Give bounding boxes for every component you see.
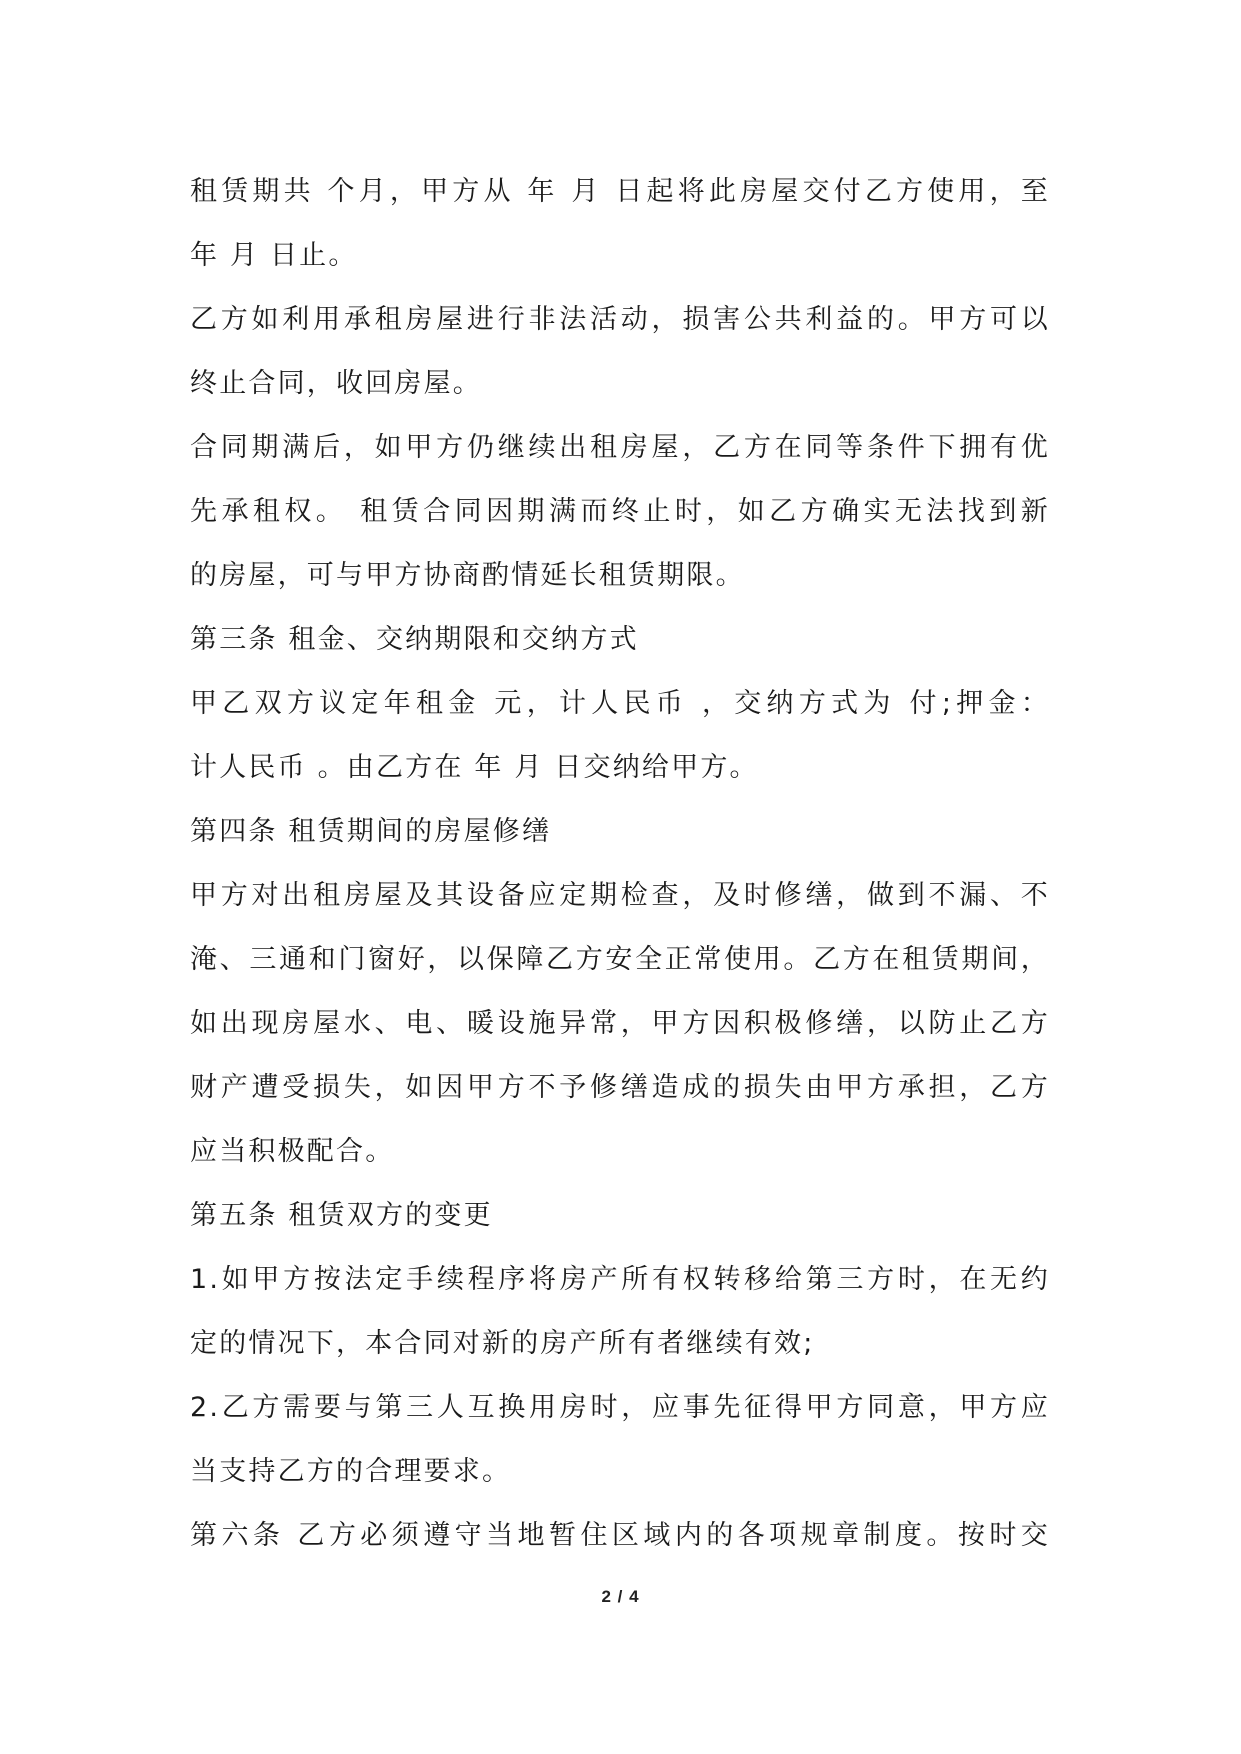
- text-line: 终止合同，收回房屋。: [190, 368, 482, 399]
- section-heading: 第三条 租金、交纳期限和交纳方式: [190, 624, 639, 655]
- text-line: 的房屋，可与甲方协商酌情延长租赁期限。: [190, 560, 745, 591]
- text-line: 定的情况下，本合同对新的房产所有者继续有效;: [190, 1328, 815, 1359]
- text-line: 计人民币 。由乙方在 年 月 日交纳给甲方。: [190, 752, 759, 783]
- section-heading: 第四条 租赁期间的房屋修缮: [190, 816, 552, 847]
- text-line: 甲方对出租房屋及其设备应定期检查，及时修缮，做到不漏、不: [190, 880, 1050, 911]
- text-line: 1.如甲方按法定手续程序将房产所有权转移给第三方时，在无约: [190, 1264, 1050, 1295]
- text-line: 淹、三通和门窗好，以保障乙方安全正常使用。乙方在租赁期间，: [190, 944, 1050, 975]
- text-line: 2.乙方需要与第三人互换用房时，应事先征得甲方同意，甲方应: [190, 1392, 1050, 1423]
- section-heading: 第五条 租赁双方的变更: [190, 1200, 493, 1231]
- text-line: 年 月 日止。: [190, 240, 358, 271]
- text-line: 当支持乙方的合理要求。: [190, 1456, 512, 1487]
- section-heading: 第六条 乙方必须遵守当地暂住区域内的各项规章制度。按时交: [190, 1520, 1050, 1551]
- document-body: [190, 160, 1050, 1568]
- text-line: 如出现房屋水、电、暖设施异常，甲方因积极修缮，以防止乙方: [190, 1008, 1050, 1039]
- text-line: 乙方如利用承租房屋进行非法活动，损害公共利益的。甲方可以: [190, 304, 1050, 335]
- text-line: 甲乙双方议定年租金 元，计人民币 ，交纳方式为 付;押金：: [190, 688, 1050, 719]
- text-line: 应当积极配合。: [190, 1136, 395, 1167]
- text-line: 先承租权。 租赁合同因期满而终止时，如乙方确实无法找到新: [190, 496, 1050, 527]
- text-line: 财产遭受损失，如因甲方不予修缮造成的损失由甲方承担，乙方: [190, 1072, 1050, 1103]
- text-line: 租赁期共 个月，甲方从 年 月 日起将此房屋交付乙方使用，至: [190, 176, 1050, 207]
- text-line: 合同期满后，如甲方仍继续出租房屋，乙方在同等条件下拥有优: [190, 432, 1050, 463]
- page-number: 2 / 4: [601, 1587, 640, 1606]
